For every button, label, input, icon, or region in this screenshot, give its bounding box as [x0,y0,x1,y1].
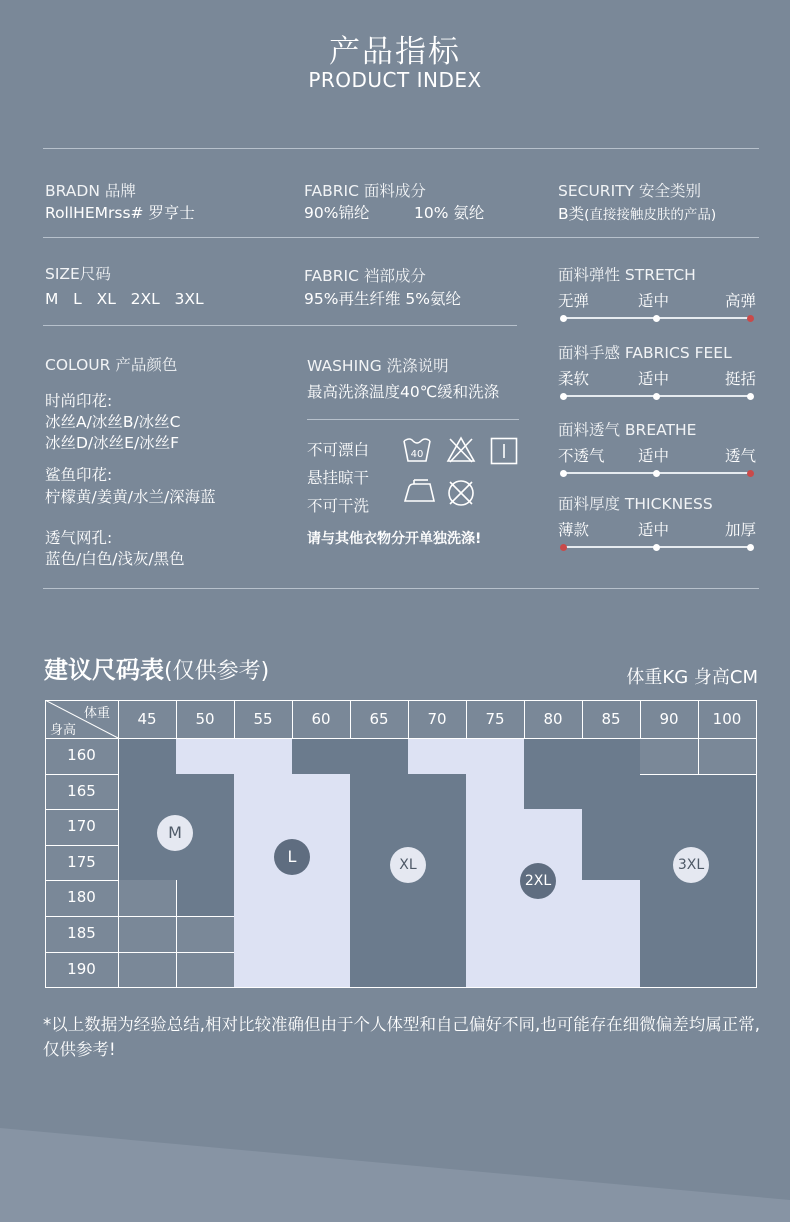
fabric-label: FABRIC 面料成分 [304,182,426,200]
height-header: 190 [67,959,96,978]
no-bleach-icon [446,436,476,464]
size-value: XL [96,290,116,308]
grid-line [45,809,118,810]
property-level: 无弹 [558,292,590,310]
grid-line [45,845,118,846]
weight-header: 65 [369,710,389,728]
corner-weight-label: 体重 [83,706,110,721]
colour-line: 柠檬黄/姜黄/水兰/深海蓝 [45,488,216,506]
wash-temp-text: 40 [410,449,424,460]
property-label: 面料手感 FABRICS FEEL [558,344,732,362]
grid-line [45,700,46,987]
size-label: SIZE尺码 [45,265,111,283]
colour-line: 蓝色/白色/浅灰/黑色 [45,550,185,568]
property-level: 柔软 [558,370,590,388]
size-zone-3xl [524,738,582,809]
brand-value: RollHEMrss# 罗亨士 [45,204,195,222]
weight-header: 45 [137,710,157,728]
size-badge-3xl: 3XL [673,847,709,883]
height-header: 185 [67,924,96,942]
grid-line [45,952,118,953]
hang-dry-icon [490,437,518,465]
colour-line: 冰丝D/冰丝E/冰丝F [45,434,180,452]
property-slider-dot [653,470,660,477]
size-values [45,290,204,308]
weight-header: 50 [195,710,215,728]
size-badge-2xl: 2XL [520,863,556,899]
property-slider-dot [747,393,754,400]
property-level: 不透气 [558,447,605,465]
divider [43,237,759,238]
grid-line [45,738,756,739]
grid-line [176,880,177,987]
fabric-side-label: FABRIC 裆部成分 [304,267,426,285]
size-chart-units: 体重KG 身高CM [626,667,758,688]
colour-line: 冰丝A/冰丝B/冰丝C [45,413,181,431]
size-zone-3xl [582,738,640,880]
wash-40-icon [402,436,432,464]
property-label: 面料厚度 THICKNESS [558,495,713,513]
property-level: 挺括 [724,370,756,388]
property-slider-marker [560,544,567,551]
security-value [558,202,716,224]
page-subtitle: PRODUCT INDEX [308,68,482,92]
washing-instruction: 最高洗涤温度40℃缓和洗涤 [307,383,500,401]
height-header: 170 [67,817,96,836]
property-slider-dot [653,544,660,551]
grid-line [45,700,756,701]
colour-group-title: 时尚印花: [45,392,113,410]
size-zone-l [176,738,234,774]
grid-line [118,700,119,987]
weight-header: 70 [427,710,447,728]
property-level: 加厚 [724,521,756,539]
property-level: 透气 [724,447,756,465]
grid-line [756,700,757,988]
size-zone-m [118,738,176,880]
property-level: 适中 [638,447,670,465]
security-note: (直接接触皮肤的产品) [584,207,717,223]
weight-header: 60 [311,710,331,728]
property-level: 薄款 [558,521,590,539]
colour-group-title: 鲨鱼印花: [45,466,113,484]
grid-line [45,774,118,775]
size-badge-l: L [274,839,310,875]
size-badge-m: M [157,815,193,851]
size-value: L [73,290,82,308]
size-badge-xl: XL [390,847,426,883]
fabric-value-a: 90%锦纶 [304,204,370,222]
property-slider-dot [560,470,567,477]
footnote: *以上数据为经验总结,相对比较准确但由于个人体型和自己偏好不同,也可能存在细微偏差均属正常, 仅供参考! [43,1015,760,1059]
property-slider-marker [747,470,754,477]
grid-line [640,774,756,775]
grid-line [45,880,118,881]
height-header: 160 [67,746,96,764]
divider [43,148,759,149]
height-header: 180 [67,888,96,907]
property-slider-dot [747,544,754,551]
height-header: 165 [67,781,96,800]
size-zone-l [292,774,350,988]
washing-note: 请与其他衣物分开单独洗涤! [307,531,482,547]
washing-rule: 不可漂白 [307,441,370,459]
property-slider-dot [560,393,567,400]
iron-icon [402,478,436,506]
size-zone-2xl [582,880,640,987]
page-title: 产品指标 [329,34,461,70]
divider [43,325,517,326]
size-value: 3XL [174,290,204,308]
property-label: 面料透气 BREATHE [558,421,697,439]
fabric-value-b: 10% 氨纶 [414,204,485,222]
grid-line [698,738,699,774]
property-level: 适中 [638,521,670,539]
size-zone-xl [292,738,350,774]
divider [43,588,759,589]
security-label: SECURITY 安全类别 [558,182,702,200]
divider [307,419,519,420]
size-chart-title-main: 建议尺码表 [44,656,164,684]
weight-header: 80 [543,710,563,728]
weight-header: 100 [712,710,742,728]
property-slider-marker [747,315,754,322]
grid-line [45,987,756,988]
weight-header: 90 [659,710,679,728]
height-header: 175 [67,852,96,871]
security-class: B类 [558,205,585,223]
property-slider-dot [653,315,660,322]
size-chart-title-note: (仅供参考) [164,659,270,684]
corner-height-label: 身高 [49,723,76,738]
property-level: 适中 [638,292,670,310]
grid-line [45,916,118,917]
size-zone-2xl [408,738,466,774]
washing-rule: 悬挂晾干 [307,469,370,487]
colour-group-title: 透气网孔: [45,529,113,547]
size-chart-title [44,650,269,685]
property-slider-dot [560,315,567,322]
property-label: 面料弹性 STRETCH [558,266,696,284]
size-zone-2xl [466,738,524,987]
washing-label: WASHING 洗涤说明 [307,357,449,375]
washing-rule: 不可干洗 [307,497,370,515]
brand-label: BRADN 品牌 [45,182,136,200]
property-slider-dot [653,393,660,400]
fabric-side-value: 95%再生纤维 5%氨纶 [304,290,461,308]
weight-header: 75 [485,710,505,728]
size-value: 2XL [130,290,160,308]
colour-label: COLOUR 产品颜色 [45,356,178,374]
weight-header: 55 [253,710,273,728]
property-level: 适中 [638,370,670,388]
property-level: 高弹 [724,292,756,310]
no-dry-clean-icon [446,478,476,508]
weight-header: 85 [601,710,621,728]
size-value: M [45,290,59,308]
